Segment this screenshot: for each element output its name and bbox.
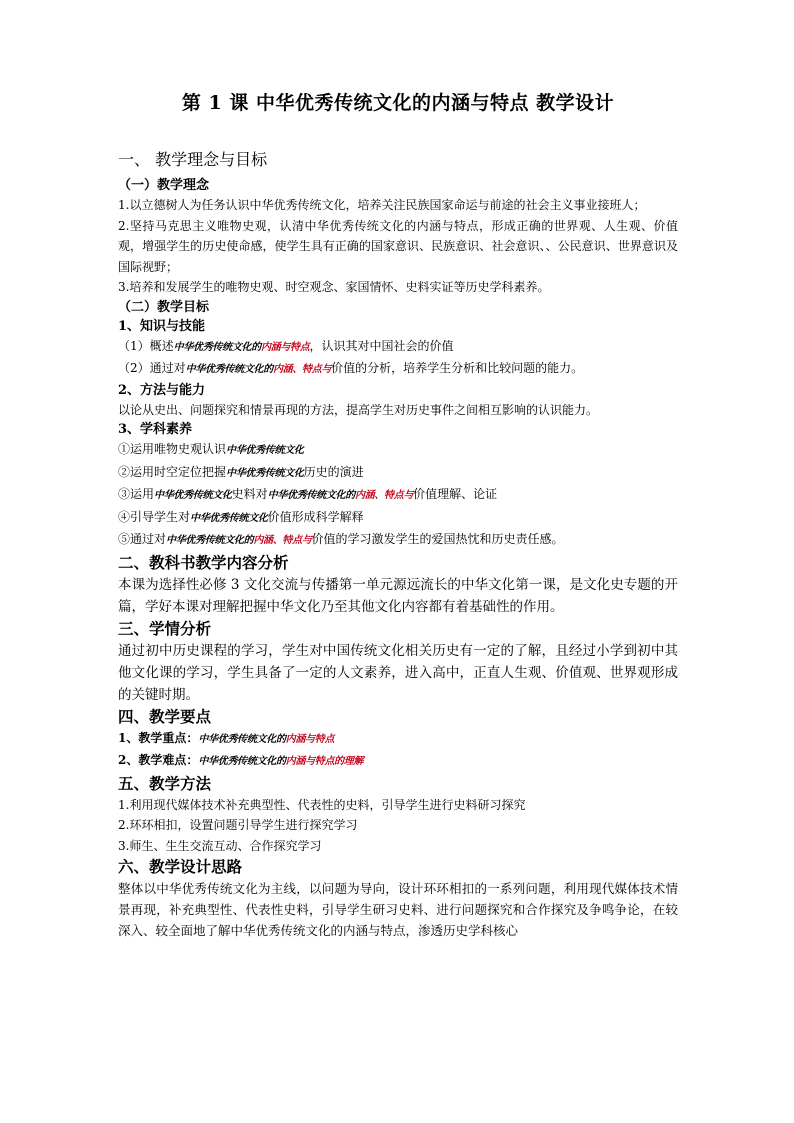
literacy-item-4: ④引导学生对中华优秀传统文化价值形成科学解释 [118, 509, 364, 524]
subsection-teaching-philosophy: （一）教学理念 [118, 178, 210, 193]
method-item-3: 3.师生、生生交流互动、合作探究学习 [118, 838, 322, 853]
difficult-point-line: 2、教学难点：中华优秀传统文化的内涵与特点的理解 [118, 753, 364, 767]
textbook-analysis-paragraph: 本课为选择性必修 3 文化交流与传播第一单元源远流长的中华文化第一课，是文化史专题的开篇，学好本课对理解把握中华文化乃至其他文化内容都有着基础性的作用。 [118, 576, 678, 615]
student-analysis-paragraph: 通过初中历史课程的学习，学生对中国传统文化相关历史有一定的了解，且经过小学到初中其他文化课的学习，学生具备了一定的人文素养，进入高中，正直人生观、价值观、世界观形成的关键时期。 [118, 642, 678, 703]
philosophy-item-1: 1.以立德树人为任务认识中华优秀传统文化，培养关注民族国家命运与前途的社会主义事业接班人； [118, 198, 646, 212]
section-3-heading: 三、学情分析 [118, 618, 212, 638]
goal-knowledge-heading: 1、知识与技能 [118, 318, 206, 334]
goal-literacy-heading: 3、学科素养 [118, 422, 193, 437]
method-item-2: 2.环环相扣，设置问题引导学生进行探究学习 [118, 818, 358, 832]
design-idea-paragraph: 整体以中华优秀传统文化为主线，以问题为导向，设计环环相扣的一系列问题，利用现代媒体技术情景再现，补充典型性、代表性史料，引导学生研习史料、进行问题探究和合作探究及争鸣争论，在较深入、较全面地了解中华优秀传统文化的内涵与特点，渗透历史学科核心 [118, 881, 678, 938]
subsection-teaching-goals: （二）教学目标 [118, 299, 210, 315]
literacy-item-2: ②运用时空定位把握中华优秀传统文化历史的演进 [118, 464, 364, 479]
section-2-heading: 二、教科书教学内容分析 [118, 552, 289, 572]
goal-method-item: 以论从史出、问题探究和情景再现的方法，提高学生对历史事件之间相互影响的认识能力。 [118, 402, 599, 417]
section-4-heading: 四、教学要点 [118, 706, 212, 726]
key-point-line: 1、教学重点：中华优秀传统文化的内涵与特点 [118, 730, 335, 745]
section-5-heading: 五、教学方法 [118, 773, 212, 793]
literacy-item-5: ⑤通过对中华优秀传统文化的内涵、特点与价值的学习激发学生的爱国热忱和历史责任感。 [118, 532, 564, 546]
literacy-item-1: ①运用唯物史观认识中华优秀传统文化 [118, 442, 304, 456]
goal-knowledge-item-2: （2）通过对中华优秀传统文化的内涵、特点与价值的分析，培养学生分析和比较问题的能力。 [118, 361, 584, 375]
philosophy-item-3: 3.培养和发展学生的唯物史观、时空观念、家国情怀、史料实证等历史学科素养。 [118, 280, 550, 294]
document-body [118, 148, 678, 941]
section-6-heading: 六、教学设计思路 [118, 857, 243, 876]
literacy-item-3: ③运用中华优秀传统文化史料对中华优秀传统文化的内涵、特点与价值理解、论证 [118, 487, 498, 501]
philosophy-item-2: 2.坚持马克思主义唯物史观，认清中华优秀传统文化的内涵与特点，形成正确的世界观、人生观、价值观，增强学生的历史使命感，使学生具有正确的国家意识、民族意识、社会意识、、公民意识、世界意识及国际视野； [118, 218, 678, 274]
goal-knowledge-item-1: （1）概述中华优秀传统文化的内涵与特点，认识其对中国社会的价值 [118, 338, 454, 353]
method-item-1: 1.利用现代媒体技术补充典型性、代表性的史料，引导学生进行史料研习探究 [118, 797, 526, 812]
goal-method-heading: 2、方法与能力 [118, 382, 206, 398]
page-title: 第 1 课 中华优秀传统文化的内涵与特点 教学设计 [181, 92, 615, 114]
section-1-heading: 一、 教学理念与目标 [118, 150, 268, 169]
